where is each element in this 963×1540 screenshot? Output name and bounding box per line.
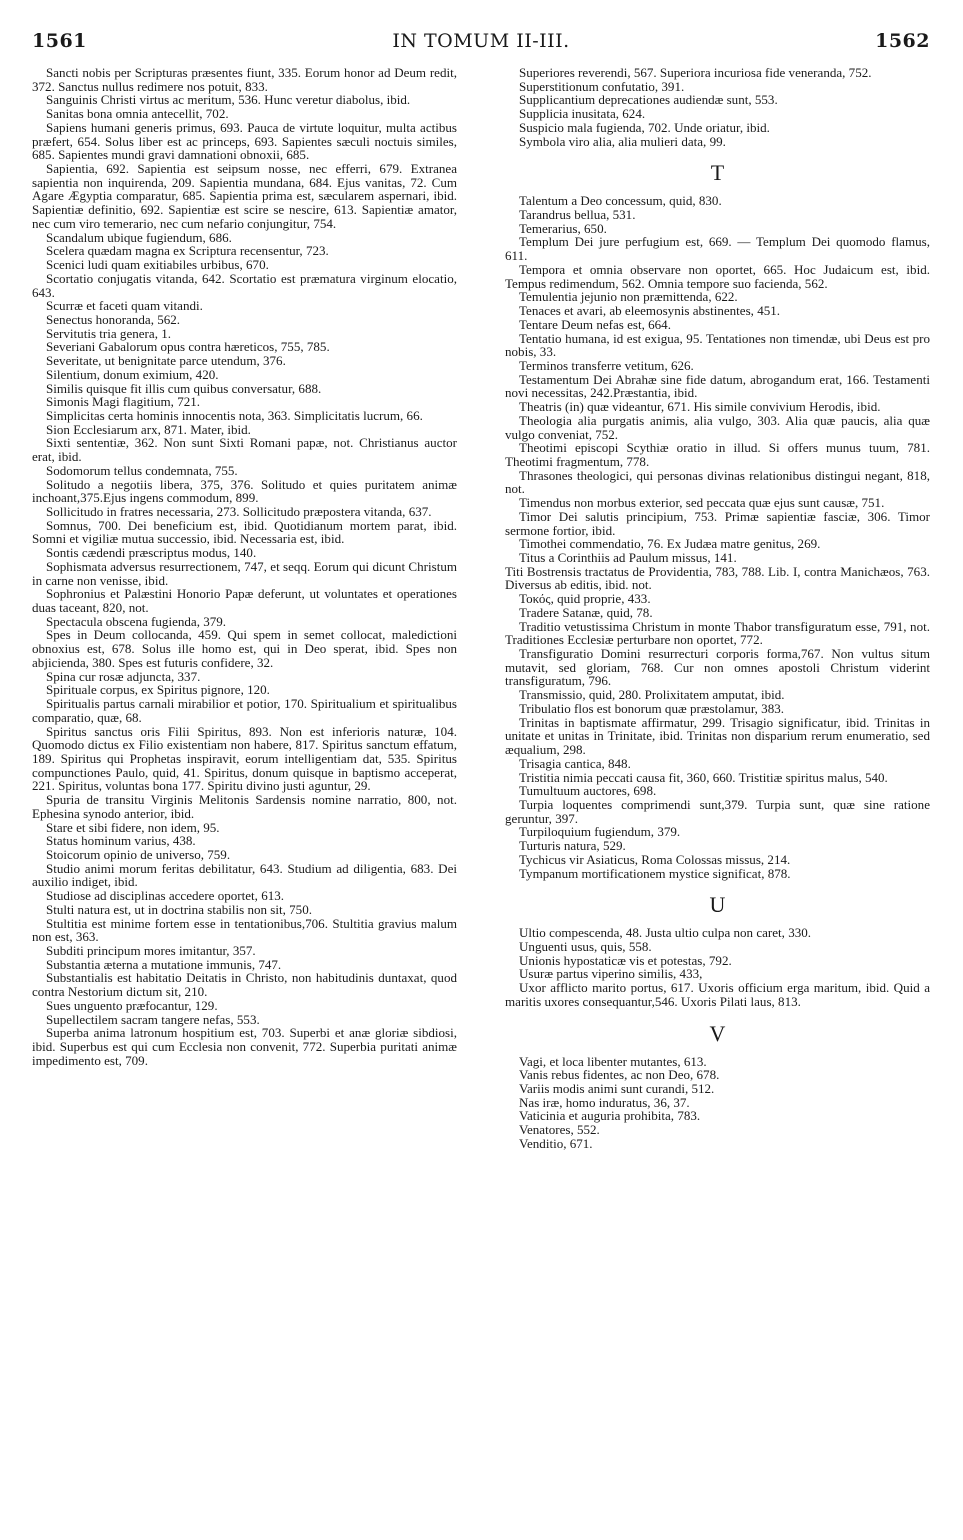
index-entry: Silentium, donum eximium, 420. bbox=[46, 366, 219, 382]
index-entry: Tarandrus bellua, 531. bbox=[519, 207, 636, 223]
index-entry: Timendus non morbus exterior, sed peccata quæ ejus sunt causæ, 751. bbox=[519, 495, 885, 511]
index-entry: Scandalum ubique fugiendum, 686. bbox=[46, 229, 232, 245]
index-entry: Timor Dei salutis principium, 753. Primæ sapientiæ fasciæ, 306. Timor sermone fortior, ibid. bbox=[505, 508, 930, 538]
index-entry: Substantialis est habitatio Deitatis in Christo, non habitudinis duntaxat, quod contra Nestorium dictum sit, 210. bbox=[32, 970, 457, 1000]
index-entry: Simonis Magi flagitium, 721. bbox=[46, 394, 201, 410]
page-number-left: 1561 bbox=[32, 30, 87, 52]
index-entry: Titi Bostrensis tractatus de Providentia, 783, 788. Lib. I, contra Manichæos, 763. Diversus ab editis, ibid. not. bbox=[505, 563, 930, 593]
index-entry: Tenaces et avari, ab eleemosynis abstinentes, 451. bbox=[519, 303, 781, 319]
index-entry: Tumultuum auctores, 698. bbox=[519, 783, 657, 799]
index-entry: Theologia alia purgatis animis, alia vulgo, 303. Alia quæ paucis, alia quæ vulgo conveniat, 752. bbox=[505, 412, 930, 442]
index-entry: Sion Ecclesiarum arx, 871. Mater, ibid. bbox=[46, 421, 251, 437]
index-entry: Spuria de transitu Virginis Melitonis Sardensis nomine narratio, 800, not. Ephesina synodo anterior, ibid. bbox=[32, 792, 457, 821]
index-entry: Tympanum mortificationem mystice significat, 878. bbox=[519, 865, 791, 881]
index-entry: Sapientia, 692. Sapientia est seipsum nosse, nec efferri, 679. Extranea sapientia non inquirenda, 209. Sapientia mundana, 684. Ejus vanitas, 72. Cum Agare Ægyptia comparatur, 685. Sapientia prima est, sæcularem aspernari, ibid. Sapientiæ definitio, 692. Sapientiæ est scire se nescire, 613. Sapientiæ amator, nec cum viro temerario, nec cum nefario conjungitur, 754. bbox=[32, 161, 457, 231]
index-entry: Superstitionum confutatio, 391. bbox=[519, 78, 685, 94]
index-entry: Tradere Satanæ, quid, 78. bbox=[519, 604, 653, 620]
index-entry: Sontis cædendi præscriptus modus, 140. bbox=[46, 545, 257, 561]
index-entry: Turturis natura, 529. bbox=[519, 838, 626, 854]
index-entry: Spirituale corpus, ex Spiritus pignore, 120. bbox=[46, 682, 270, 698]
index-entry: Vaticinia et auguria prohibita, 783. bbox=[519, 1108, 701, 1124]
index-entry: Uxor afflicto marito portus, 617. Uxoris officium erga maritum, ibid. Quid a maritis uxores consequantur,546. Uxoris Pilati laus, 813. bbox=[505, 980, 930, 1009]
left-column bbox=[32, 66, 457, 1067]
index-entry: Variis modis animi sunt curandi, 512. bbox=[519, 1081, 715, 1096]
index-entry: Terminos transferre vetitum, 626. bbox=[519, 357, 694, 373]
index-entry: Transmissio, quid, 280. Prolixitatem amputat, ibid. bbox=[519, 687, 785, 703]
index-entry: Stulti natura est, ut in doctrina stabilis non sit, 750. bbox=[46, 901, 312, 917]
index-entry: Spectacula obscena fugienda, 379. bbox=[46, 613, 227, 629]
index-entry: Sophismata adversus resurrectionem, 747, et seqq. Eorum qui dicunt Christum in carne non venisse, ibid. bbox=[32, 558, 457, 588]
index-entry: Sapiens humani generis primus, 693. Pauca de virtute loquitur, multa actibus præfert, 654. Solus liber est ac princeps, 693. Sapientes sæculi noctuis similes, 685. Sapientes mundi gravi damnationi obnoxii, 685. bbox=[32, 119, 457, 163]
index-entry: Usuræ partus viperino similis, 433, bbox=[519, 966, 703, 982]
index-entry: Turpia loquentes comprimendi sunt,379. Turpia sunt, quæ sine ratione geruntur, 397. bbox=[505, 796, 930, 826]
index-entry: Subditi principum mores imitantur, 357. bbox=[46, 943, 256, 958]
index-entry: Testamentum Dei Abrahæ sine fide datum, abrogandum erat, 166. Testamenti novi necessitas, 242.Præstantia, ibid. bbox=[505, 371, 930, 401]
index-entry: Talentum a Deo concessum, quid, 830. bbox=[519, 193, 722, 209]
index-entry: Sues unguento præfocantur, 129. bbox=[46, 997, 218, 1013]
index-entry: Studiose ad disciplinas accedere oportet, 613. bbox=[46, 888, 285, 904]
index-entry: Transfiguratio Domini resurrecturi corporis forma,767. Non vultus situm mutavit, sed gloriam, 768. Cur non omnes apostoli Christum viderint transfiguratum, 796. bbox=[505, 646, 930, 689]
index-entry: Scortatio conjugatis vitanda, 642. Scortatio est præmatura virginum elocatio, 643. bbox=[32, 270, 457, 300]
index-entry: Thrasones theologici, qui personas divinas relationibus distingui negant, 818, not. bbox=[505, 467, 930, 497]
index-entry: Studio animi morum feritas debilitatur, 643. Studium ad diligentia, 683. Dei auxilio indiget, ibid. bbox=[32, 860, 457, 890]
index-entry: Timothei commendatio, 76. Ex Judæa matre genitus, 269. bbox=[519, 536, 821, 552]
index-entry: Trinitas in baptismate affirmatur, 299. Trisagio significatur, ibid. Trinitas in unitate et unitas in Trinitate, ibid. Trinitas non disparium rerum enumeratio, sed æqualium, 298. bbox=[505, 714, 930, 758]
index-entry: Vanis rebus fidentes, ac non Deo, 678. bbox=[519, 1067, 720, 1083]
index-entry: Sollicitudo in fratres necessaria, 273. Sollicitudo præpostera vitanda, 637. bbox=[46, 504, 432, 519]
index-entry: Severiani Gabalorum opus contra hæreticos, 755, 785. bbox=[46, 339, 330, 355]
index-entry: Temulentia jejunio non præmittenda, 622. bbox=[519, 289, 738, 305]
index-entry: Venditio, 671. bbox=[519, 1135, 593, 1151]
index-entry: Stoicorum opinio de universo, 759. bbox=[46, 846, 231, 862]
index-entry: Suspicio mala fugienda, 702. Unde oriatur, ibid. bbox=[519, 119, 770, 135]
index-entry: Sophronius et Palæstini Honorio Papæ deferunt, ut voluntates et operationes duas taceant, 820, not. bbox=[32, 586, 457, 616]
index-entry: Unionis hypostaticæ vis et potestas, 792. bbox=[519, 952, 732, 968]
index-entry: Nas iræ, homo induratus, 36, 37. bbox=[519, 1094, 690, 1110]
index-entry: Temerarius, 650. bbox=[519, 220, 607, 236]
index-entry: Tristitia nimia peccati causa fit, 360, 660. Tristitiæ spiritus malus, 540. bbox=[519, 769, 888, 785]
page-header bbox=[32, 30, 930, 60]
index-entry: Stultitia est minime fortem esse in tentationibus,706. Stultitia gravius malum non est, 363. bbox=[32, 915, 457, 945]
index-entry: Similis quisque fit illis cum quibus conversatur, 688. bbox=[46, 380, 322, 396]
index-entry: Spiritualis partus carnali mirabilior et potior, 170. Spiritualium et spiritualibus comparatio, quæ, 68. bbox=[32, 696, 457, 725]
index-entry: Vagi, et loca libenter mutantes, 613. bbox=[519, 1053, 707, 1069]
index-entry: Spiritus sanctus oris Filii Spiritus, 893. Non est inferioris naturæ, 104. Quomodo dictus ex Filio existentiam non habere, 817. Spiritus sanctum effatum, 189. Spiritus qui Prophetas inspiravit, eorum intelligentiam dat, 535. Spiritus compunctiones Paulo, quid, 41. Spiritus, donum quisque in baptismo acceperat, 221. Spiritus, voluntas bona 177. Spiritu divino justi aguntur, 29. bbox=[32, 723, 457, 794]
index-entry: Templum Dei jure perfugium est, 669. — Templum Dei quomodo flamus, 611. bbox=[505, 234, 930, 264]
index-entry: Sodomorum tellus condemnata, 755. bbox=[46, 462, 238, 478]
index-entry: Tentatio humana, id est exigua, 95. Tentationes non timendæ, ubi Deus est pro nobis, 33. bbox=[505, 330, 930, 360]
index-entry: Sancti nobis per Scripturas præsentes fiunt, 335. Eorum honor ad Deum redit, 372. Sanctus nullus redimere nos potuit, 833. bbox=[32, 65, 457, 94]
index-entry: Unguenti usus, quis, 558. bbox=[519, 938, 652, 954]
index-entry: Severitate, ut benignitate parce utendum, 376. bbox=[46, 353, 286, 369]
index-entry: Supplicantium deprecationes audiendæ sunt, 553. bbox=[519, 92, 778, 108]
index-entry: Tempora et omnia observare non oportet, 665. Hoc Judaicum est, ibid. Tempus redimendum, 562. Omnia tempore suo facienda, 562. bbox=[505, 261, 930, 291]
index-entry: Traditio vetustissima Christum in monte Thabor transfiguratum esse, 791, not. Traditiones Ecclesiæ perturbare non oportet, 772. bbox=[505, 618, 930, 648]
index-entry: Simplicitas certa hominis innocentis nota, 363. Simplicitatis lucrum, 66. bbox=[46, 407, 423, 423]
index-entry: Scelera quædam magna ex Scriptura recensentur, 723. bbox=[46, 243, 329, 259]
index-entry: Tychicus vir Asiaticus, Roma Colossas missus, 214. bbox=[519, 851, 791, 867]
index-entry: Stare et sibi fidere, non idem, 95. bbox=[46, 819, 220, 835]
index-entry: Servitutis tria genera, 1. bbox=[46, 325, 171, 341]
page-number-right: 1562 bbox=[875, 30, 930, 52]
running-title: IN TOMUM II-III. bbox=[392, 30, 570, 52]
index-entry: Status hominum varius, 438. bbox=[46, 833, 196, 849]
index-entry: Spes in Deum collocanda, 459. Qui spem in semet collocat, maledictioni obnoxius est, 678. Solus ille homo est, qui in Deo sperat, ibid. Spes non abjicienda, 380. Spes est futuris confidere, 32. bbox=[32, 627, 457, 670]
index-entry: Trisagia cantica, 848. bbox=[519, 755, 631, 771]
index-entry: Theatris (in) quæ videantur, 671. His simile convivium Herodis, ibid. bbox=[519, 399, 881, 415]
section-letter-v: V bbox=[709, 1020, 726, 1046]
index-entry: Scurræ et faceti quam vitandi. bbox=[46, 298, 203, 314]
index-entry: Turpiloquium fugiendum, 379. bbox=[519, 824, 681, 840]
index-entry: Superiores reverendi, 567. Superiora incuriosa fide veneranda, 752. bbox=[519, 65, 872, 80]
section-letter-t: T bbox=[710, 160, 725, 186]
index-entry: Substantia æterna a mutatione immunis, 747. bbox=[46, 956, 282, 972]
index-entry: Venatores, 552. bbox=[519, 1122, 600, 1138]
index-entry: Supplicia inusitata, 624. bbox=[519, 106, 646, 122]
index-entry: Ultio compescenda, 48. Justa ultio culpa non caret, 330. bbox=[519, 925, 812, 941]
section-letter-u: U bbox=[709, 892, 726, 918]
index-entry: Sanguinis Christi virtus ac meritum, 536. Hunc veretur diabolus, ibid. bbox=[46, 92, 411, 108]
index-entry: Supellectilem sacram tangere nefas, 553. bbox=[46, 1011, 260, 1027]
right-column bbox=[505, 66, 930, 1151]
index-entry: Spina cur rosæ adjuncta, 337. bbox=[46, 668, 201, 684]
index-entry: Sanitas bona omnia antecellit, 702. bbox=[46, 106, 229, 122]
index-entry: Sixti sententiæ, 362. Non sunt Sixti Romani papæ, not. Christianus auctor erat, ibid. bbox=[32, 435, 457, 465]
index-entry: Senectus honoranda, 562. bbox=[46, 311, 181, 327]
index-entry: Titus a Corinthiis ad Paulum missus, 141. bbox=[519, 550, 737, 565]
index-entry: Solitudo a negotiis libera, 375, 376. Solitudo et quies puritatem animæ inchoant,375.Ejus ingens commodum, 899. bbox=[32, 476, 457, 506]
index-entry: Tentare Deum nefas est, 664. bbox=[519, 316, 671, 332]
index-entry: Superba anima latronum hospitium est, 703. Superbi et anæ gloriæ sibdiosi, ibid. Superbus est qui cum Ecclesia non convenit, 772. Superbia puritati animæ impedimento est, 709. bbox=[32, 1025, 457, 1068]
index-entry: Symbola viro alia, alia mulieri data, 99. bbox=[519, 133, 726, 149]
index-entry: Scenici ludi quam exitiabiles urbibus, 670. bbox=[46, 257, 269, 273]
index-entry: Somnus, 700. Dei beneficium est, ibid. Quotidianum mortem parat, ibid. Somni et vigiliæ mutua successio, ibid. Necessaria est, ibid. bbox=[32, 517, 457, 547]
index-entry: Τοκός, quid proprie, 433. bbox=[519, 591, 651, 607]
index-entry: Theotimi episcopi Scythiæ oratio in illud. Si offers munus tuum, 781. Theotimi fragmentum, 778. bbox=[505, 440, 930, 469]
index-entry: Tribulatio flos est bonorum quæ præstolamur, 383. bbox=[519, 700, 785, 716]
